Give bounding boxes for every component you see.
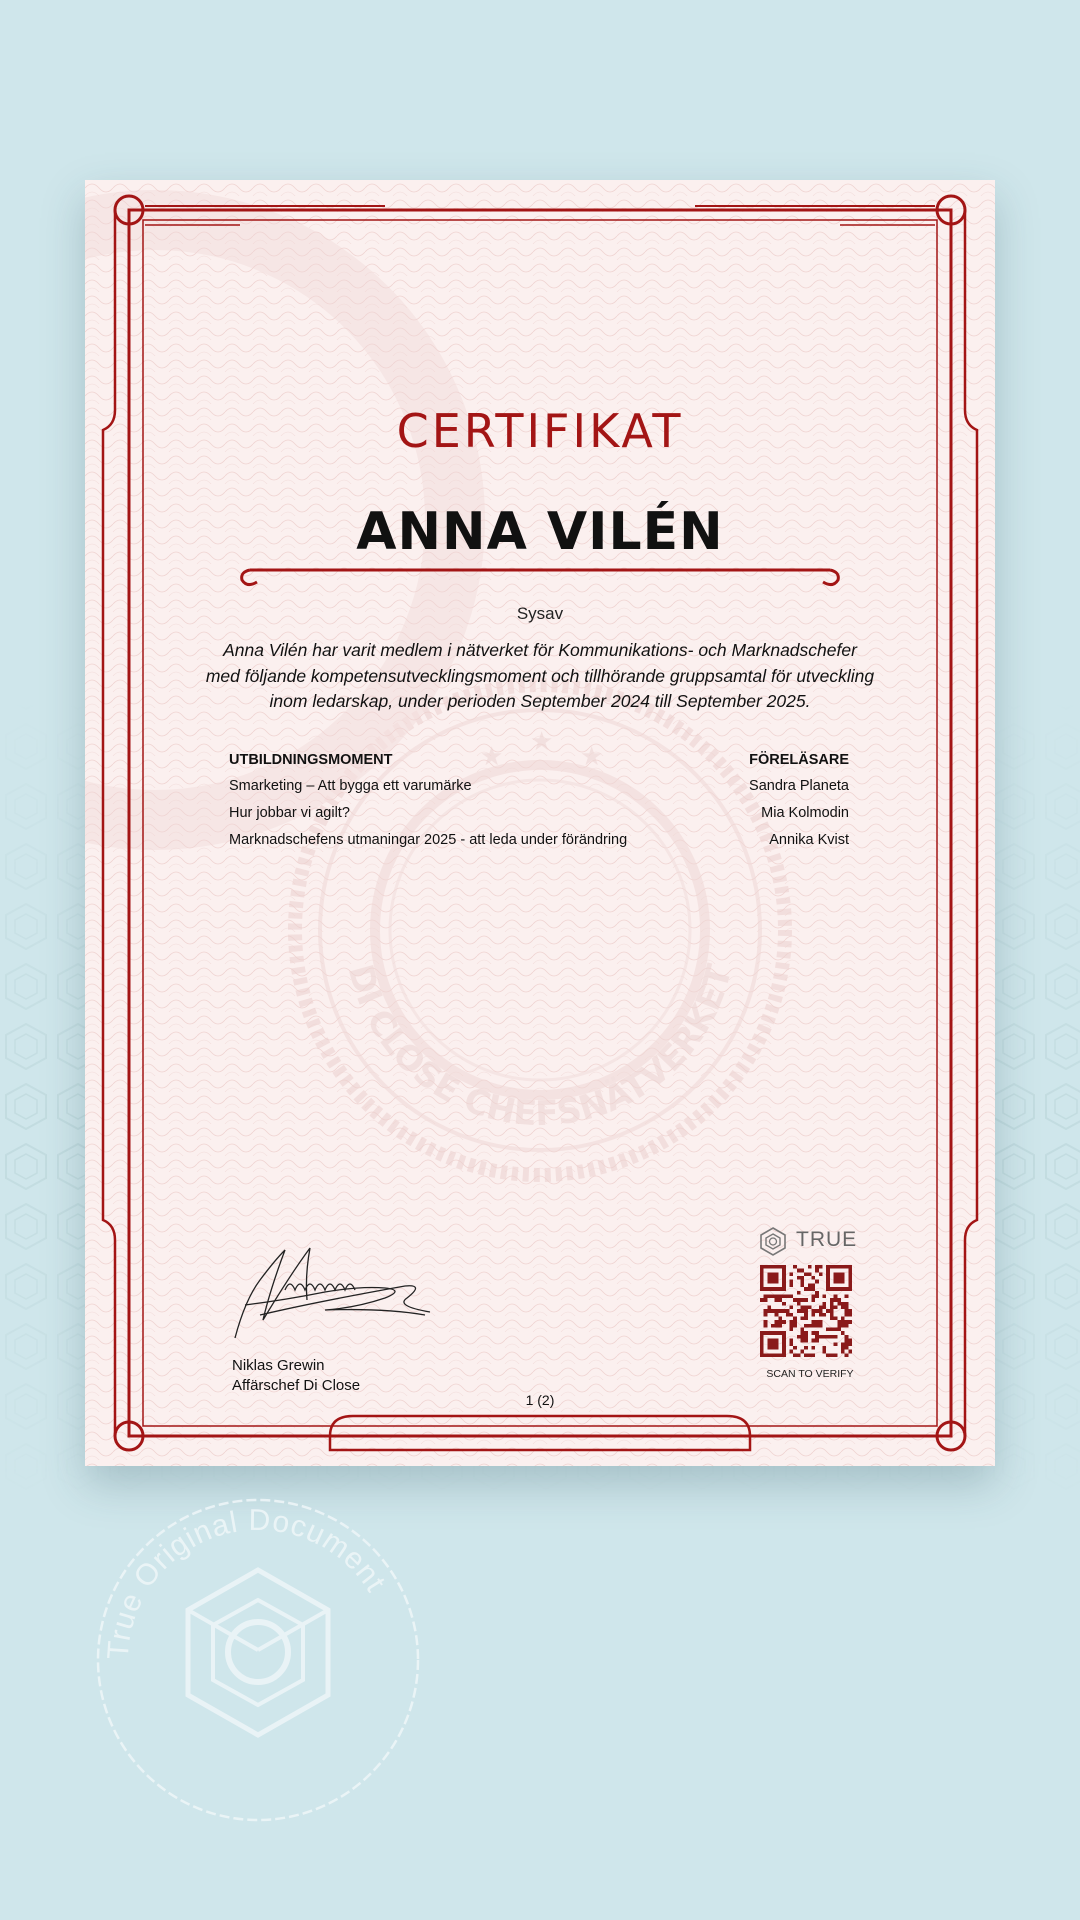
signatory-block <box>232 1356 360 1396</box>
signatory-role: Affärschef Di Close <box>232 1377 361 1394</box>
svg-text:★: ★ <box>480 742 504 772</box>
table-row <box>229 778 849 805</box>
svg-text:True Original Document: True Original Document <box>101 1503 393 1661</box>
true-brand-label: TRUE <box>796 1228 858 1251</box>
course-cell: Smarketing – Att bygga ett varumärke <box>229 778 472 794</box>
organization-name: Sysav <box>516 604 564 623</box>
lecturer-cell: Mia Kolmodin <box>761 805 849 821</box>
table-header-row <box>229 752 849 778</box>
signatory-name: Niklas Grewin <box>232 1357 325 1374</box>
table-row <box>229 805 849 832</box>
col-header-course: UTBILDNINGSMOMENT <box>229 752 393 768</box>
true-logo-icon <box>758 1226 788 1256</box>
certificate-title: CERTIFIKAT <box>396 404 684 458</box>
qr-code-icon[interactable] <box>760 1265 852 1357</box>
recipient-name: ANNA VILÉN <box>356 502 724 562</box>
true-brand <box>758 1226 858 1256</box>
hexagon-seal-icon <box>88 1490 428 1830</box>
course-cell: Hur jobbar vi agilt? <box>229 805 350 821</box>
scan-to-verify-label: SCAN TO VERIFY <box>766 1368 854 1380</box>
page-number: 1 (2) <box>525 1392 555 1408</box>
table-row <box>229 832 849 859</box>
certificate-description: Anna Vilén har varit medlem i nätverket för Kommunikations- och Marknadschefer med följande kompetensutvecklingsmoment och tillhörande gruppsamtal för utveckling inom ledarskap, under perioden September 2024 till September 2025. <box>205 640 875 711</box>
certificate-page <box>85 180 995 1466</box>
svg-text:DI CLOSE CHEFSNÄTVERKET: DI CLOSE CHEFSNÄTVERKET <box>339 960 741 1135</box>
svg-text:★: ★ <box>580 742 604 772</box>
lecturer-cell: Sandra Planeta <box>749 778 849 794</box>
course-cell: Marknadschefens utmaningar 2025 - att leda under förändring <box>229 832 628 848</box>
svg-text:★: ★ <box>530 727 554 757</box>
col-header-lecturer: FÖRELÄSARE <box>749 752 849 768</box>
course-table <box>229 752 849 859</box>
lecturer-cell: Annika Kvist <box>769 832 849 848</box>
